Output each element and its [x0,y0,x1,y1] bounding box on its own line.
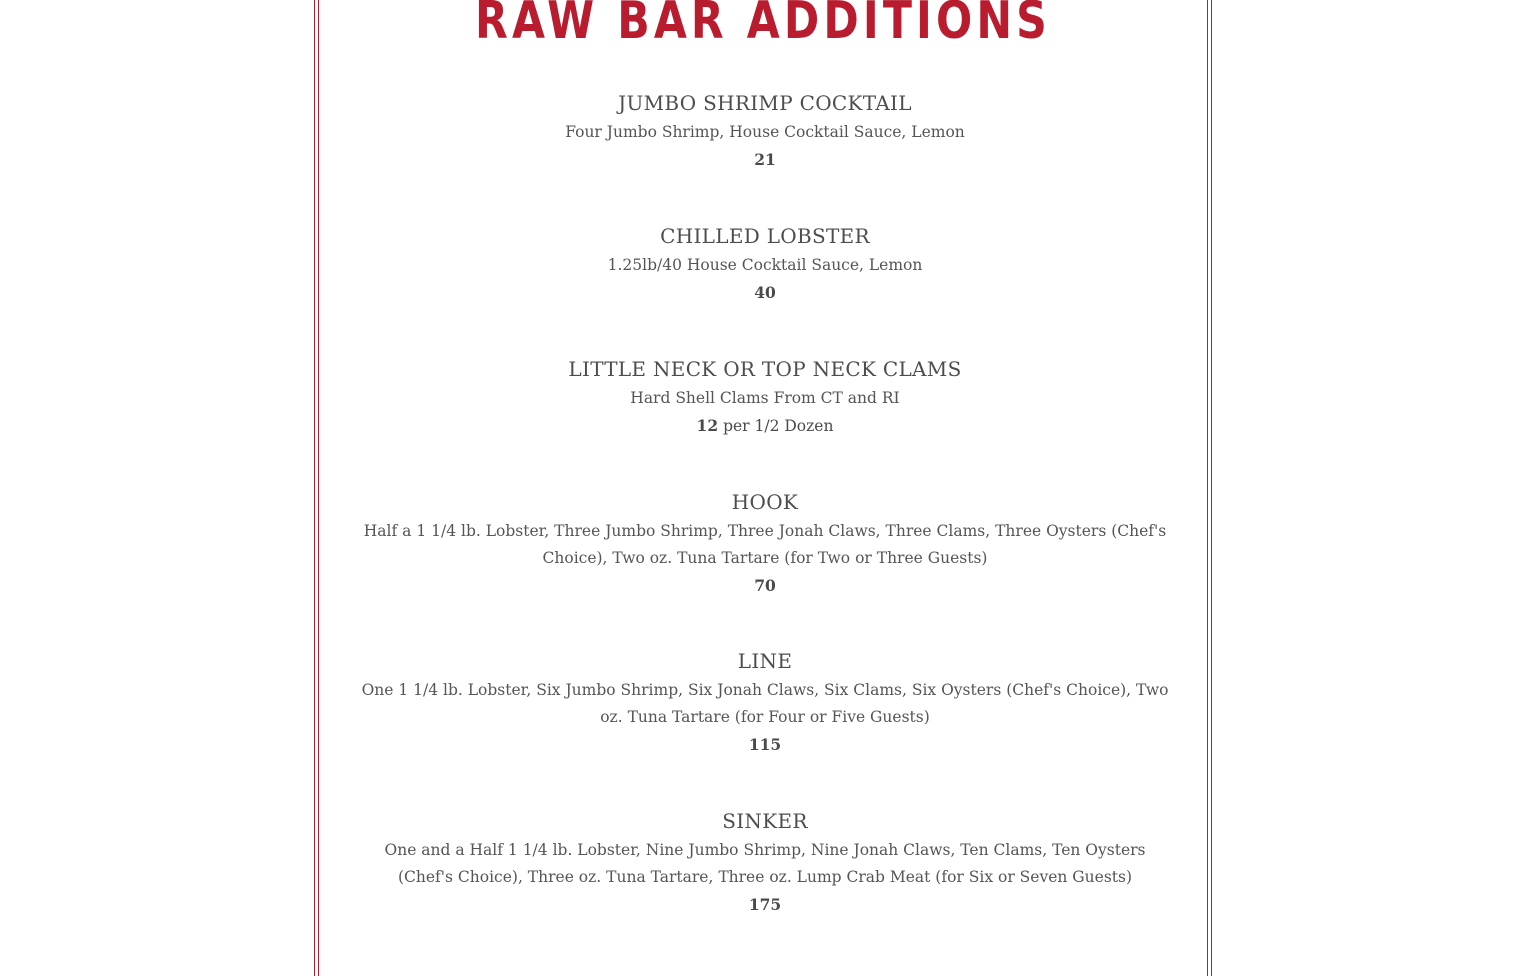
section-title: RAW BAR ADDITIONS [475,0,1051,51]
item-name: JUMBO SHRIMP COCKTAIL [618,91,912,115]
item-description: One 1 1/4 lb. Lobster, Six Jumbo Shrimp, Six Jonah Claws, Six Clams, Six Oysters (Chef's Choice), Two oz. Tuna Tartare (for Four or Five Guests) [361,681,1169,726]
item-name: CHILLED LOBSTER [660,224,870,248]
item-price-note: per 1/2 Dozen [723,417,834,435]
item-price-amount: 21 [754,150,776,169]
menu-item-jumbo-shrimp-cocktail [360,89,1170,174]
menu-item-chilled-lobster [360,222,1170,307]
item-price-amount: 12 [696,416,719,435]
item-price [360,412,1170,440]
item-price-amount: 40 [754,283,776,302]
item-name: LITTLE NECK OR TOP NECK CLAMS [568,357,962,381]
item-description: 1.25lb/40 House Cocktail Sauce, Lemon [607,256,923,274]
item-description: One and a Half 1 1/4 lb. Lobster, Nine Jumbo Shrimp, Nine Jonah Claws, Ten Clams, Ten Oysters (Chef's Choice), Three oz. Tuna Tartare, Three oz. Lump Crab Meat (for Six or Seven Guests) [384,841,1146,886]
item-description: Hard Shell Clams From CT and RI [630,389,900,407]
item-price-amount: 70 [754,576,776,595]
item-price [360,572,1170,600]
item-price [360,731,1170,759]
item-description: Half a 1 1/4 lb. Lobster, Three Jumbo Shrimp, Three Jonah Claws, Three Clams, Three Oysters (Chef's Choice), Two oz. Tuna Tartare (for Two or Three Guests) [363,522,1167,567]
item-price [360,146,1170,174]
item-price [360,891,1170,919]
menu-item-clams [360,355,1170,440]
menu-item-hook [360,488,1170,600]
item-name: HOOK [731,490,799,514]
item-price [360,279,1170,307]
menu-item-sinker [360,807,1170,919]
item-description: Four Jumbo Shrimp, House Cocktail Sauce, Lemon [565,123,965,141]
item-name: LINE [737,649,793,673]
item-name: SINKER [722,809,808,833]
menu-item-line [360,647,1170,759]
item-price-amount: 175 [748,895,782,914]
item-price-amount: 115 [748,735,782,754]
